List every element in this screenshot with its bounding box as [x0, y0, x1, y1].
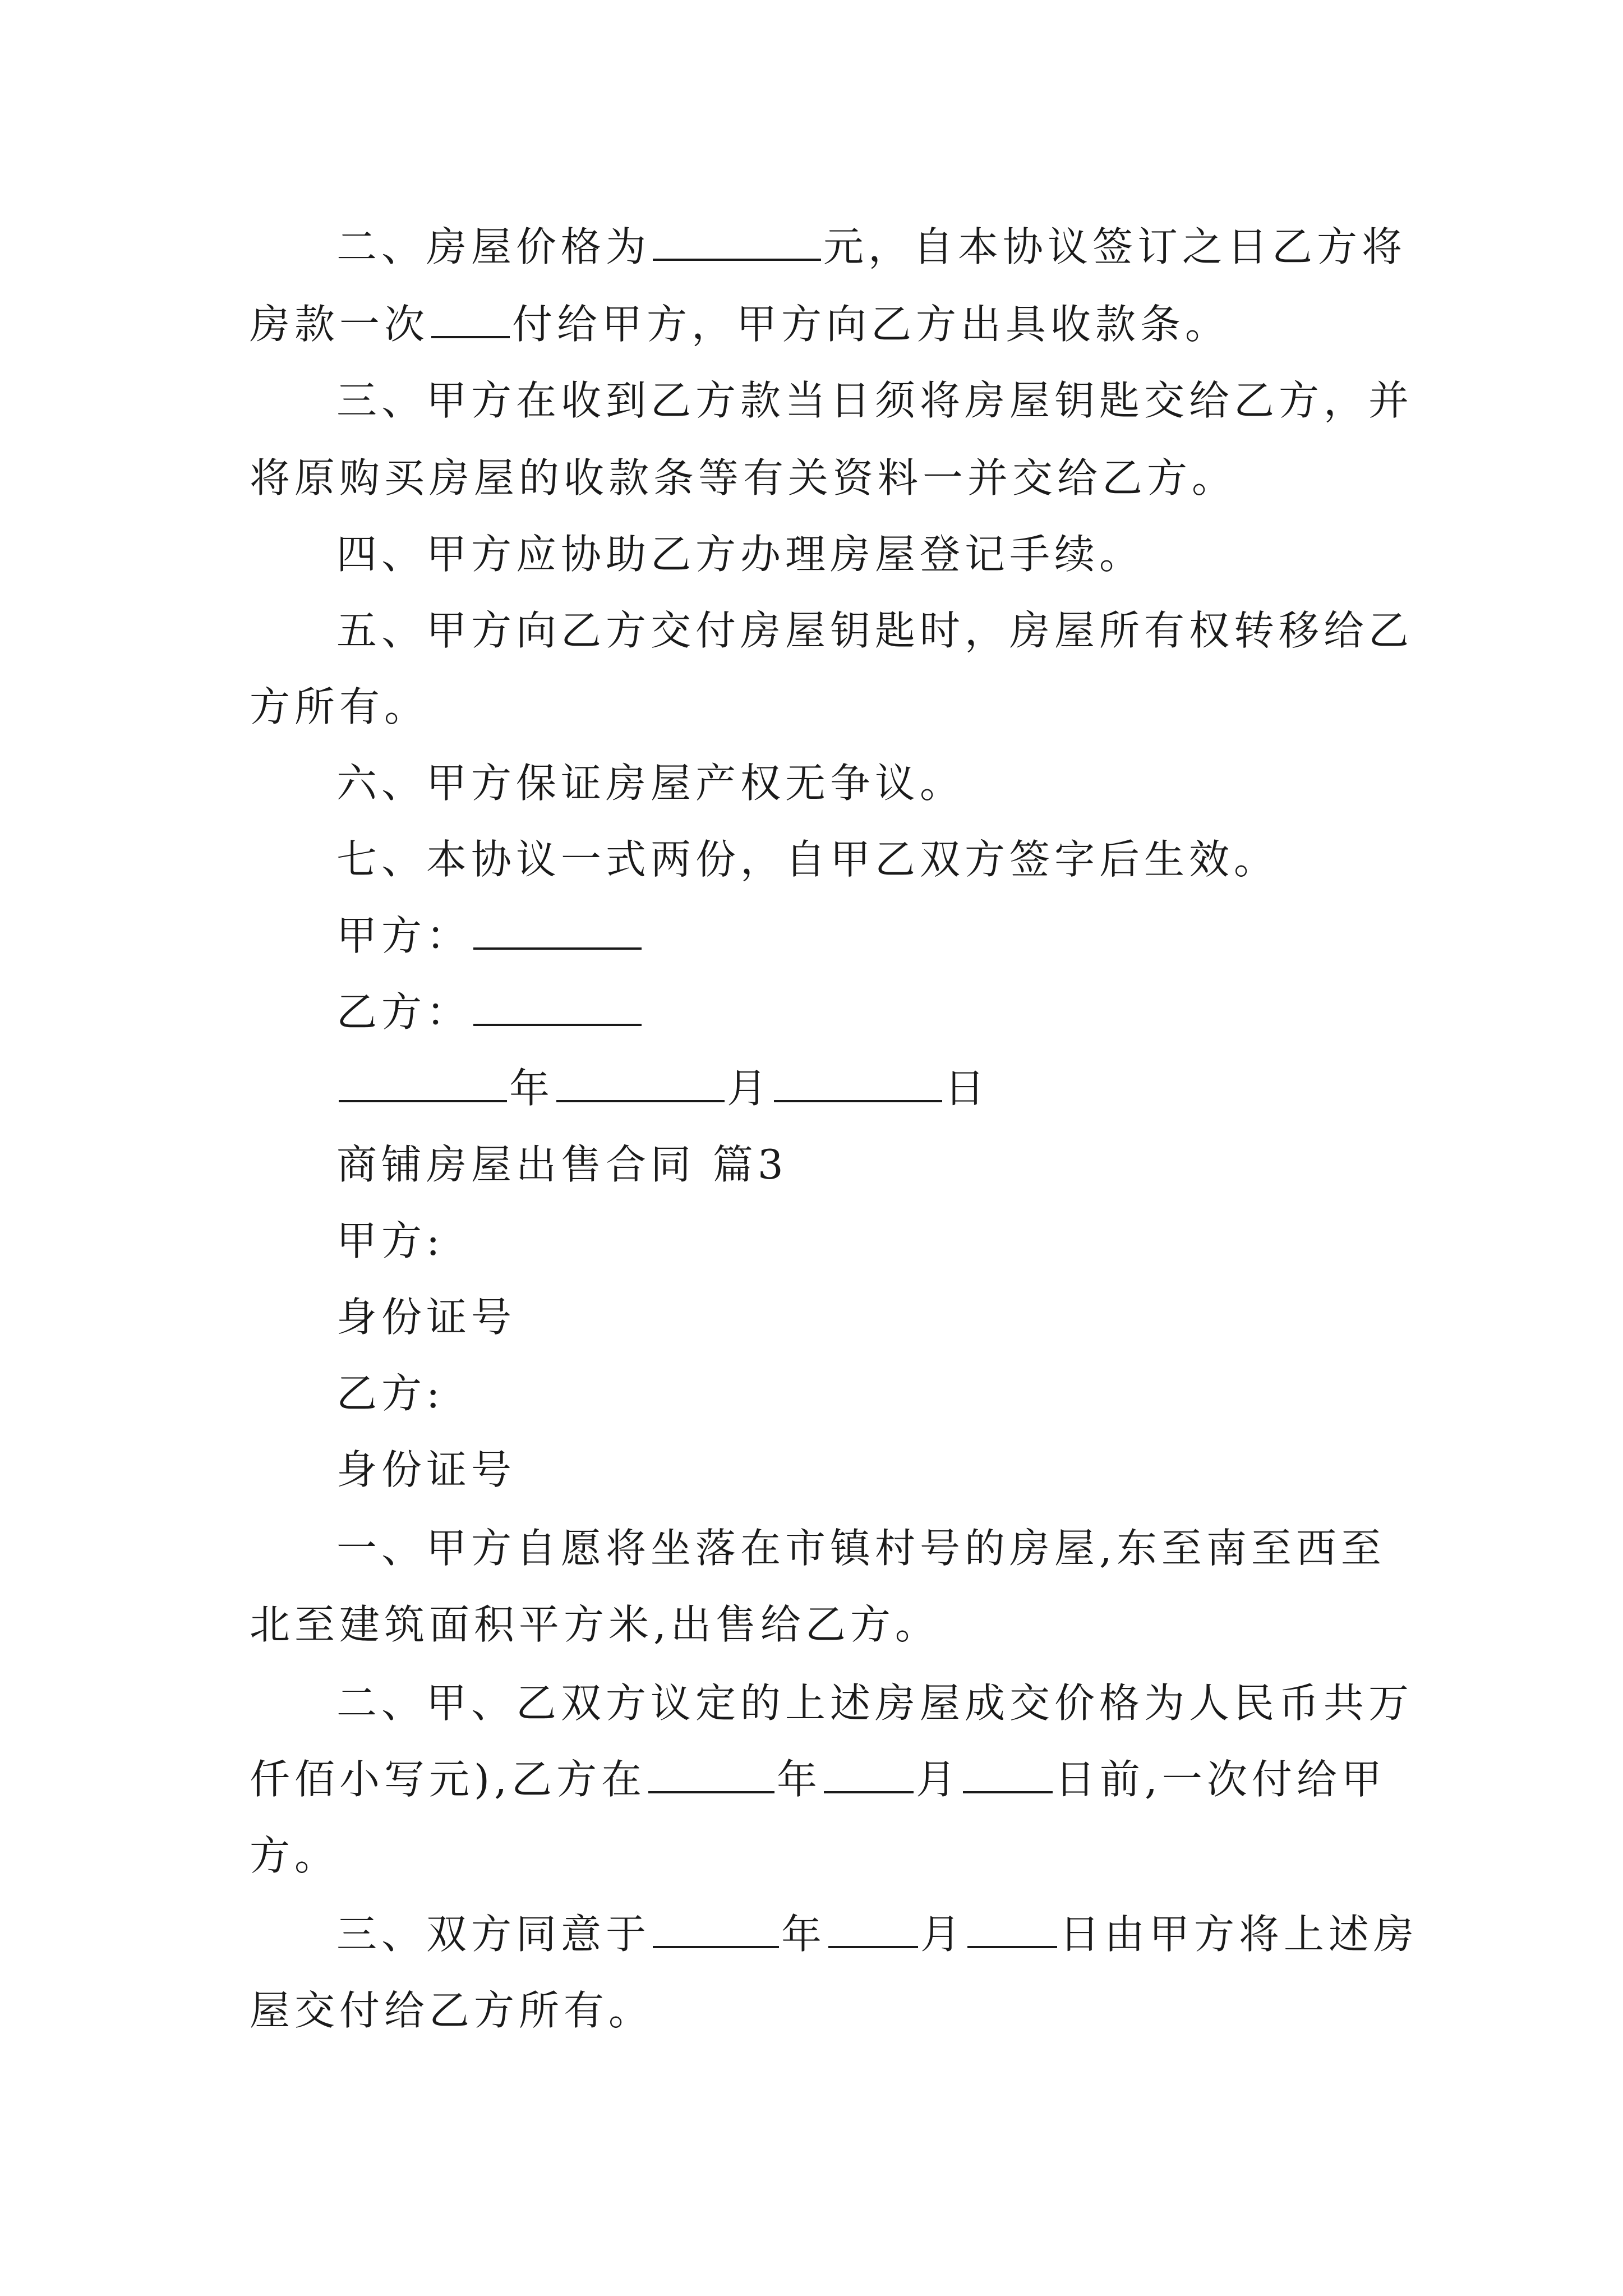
clause-text: 三、双方同意于 [336, 1911, 651, 1958]
month-label: 月 [727, 1065, 772, 1112]
clause-6: 六、甲方保证房屋产权无争议。 [336, 760, 965, 807]
year-label: 年 [509, 1065, 555, 1112]
day-blank [967, 1909, 1057, 1948]
day-blank [963, 1754, 1053, 1793]
clause-3-line1: 三、甲方在收到乙方款当日须将房屋钥匙交给乙方，并 [336, 377, 1414, 424]
party-a-label: 甲方： [336, 912, 472, 959]
sale-clause-1-line2: 北至建筑面积平方米,出售给乙方。 [250, 1601, 940, 1648]
party-a-heading: 甲方: [336, 1217, 445, 1264]
party-b-heading: 乙方: [336, 1370, 445, 1417]
clause-7: 七、本协议一式两份，自甲乙双方签字后生效。 [336, 836, 1279, 883]
sale-clause-3-line1 [336, 1907, 1418, 1961]
clause-5-line1: 五、甲方向乙方交付房屋钥匙时，房屋所有权转移给乙 [336, 607, 1414, 654]
year-blank [339, 1063, 507, 1102]
party-b-label: 乙方： [336, 988, 472, 1036]
year-blank [648, 1754, 774, 1793]
clause-text: 房款一次 [250, 301, 430, 348]
year-blank [653, 1909, 779, 1948]
clause-text: 付给甲方，甲方向乙方出具收款条。 [512, 301, 1230, 348]
signature-party-a [336, 909, 644, 963]
clause-text: 日由甲方将上述房 [1059, 1911, 1419, 1958]
year-label: 年 [776, 1756, 822, 1803]
sale-clause-1-line1: 一、甲方自愿将坐落在市镇村号的房屋,东至南至西至 [336, 1525, 1386, 1572]
year-label: 年 [781, 1911, 827, 1958]
day-blank [774, 1063, 942, 1102]
month-blank [556, 1063, 725, 1102]
clause-4: 四、甲方应协助乙方办理房屋登记手续。 [336, 531, 1145, 578]
clause-text: 二、房屋价格为 [336, 223, 651, 270]
month-label: 月 [916, 1756, 961, 1803]
sale-clause-3-line2: 屋交付给乙方所有。 [250, 1987, 654, 2034]
party-a-signature-blank [473, 910, 642, 950]
sale-clause-2-line1: 二、甲、乙双方议定的上述房屋成交价格为人民币共万 [336, 1680, 1414, 1727]
price-blank [653, 222, 821, 261]
section-title: 商铺房屋出售合同 篇3 [336, 1141, 788, 1188]
id-number-a: 身份证号 [336, 1294, 517, 1341]
day-label: 日 [944, 1065, 990, 1112]
clause-2-price-line1 [336, 220, 1407, 274]
signature-party-b [336, 985, 644, 1039]
month-label: 月 [920, 1911, 966, 1958]
clause-3-line2: 将原购买房屋的收款条等有关资料一并交给乙方。 [250, 454, 1237, 501]
clause-5-line2: 方所有。 [250, 683, 430, 730]
sale-clause-2-line3: 方。 [250, 1832, 340, 1879]
clause-2-price-line2 [250, 297, 1230, 351]
month-blank [824, 1754, 914, 1793]
party-b-signature-blank [473, 987, 642, 1026]
payment-blank [431, 299, 510, 338]
sale-clause-2-line2 [250, 1752, 1386, 1806]
id-number-b: 身份证号 [336, 1446, 517, 1493]
signature-date [336, 1061, 989, 1115]
clause-text: 仟佰小写元),乙方在 [250, 1756, 646, 1803]
clause-text: 日前,一次付给甲 [1055, 1756, 1386, 1803]
clause-text: 元，自本协议签订之日乙方将 [823, 223, 1407, 270]
month-blank [828, 1909, 918, 1948]
